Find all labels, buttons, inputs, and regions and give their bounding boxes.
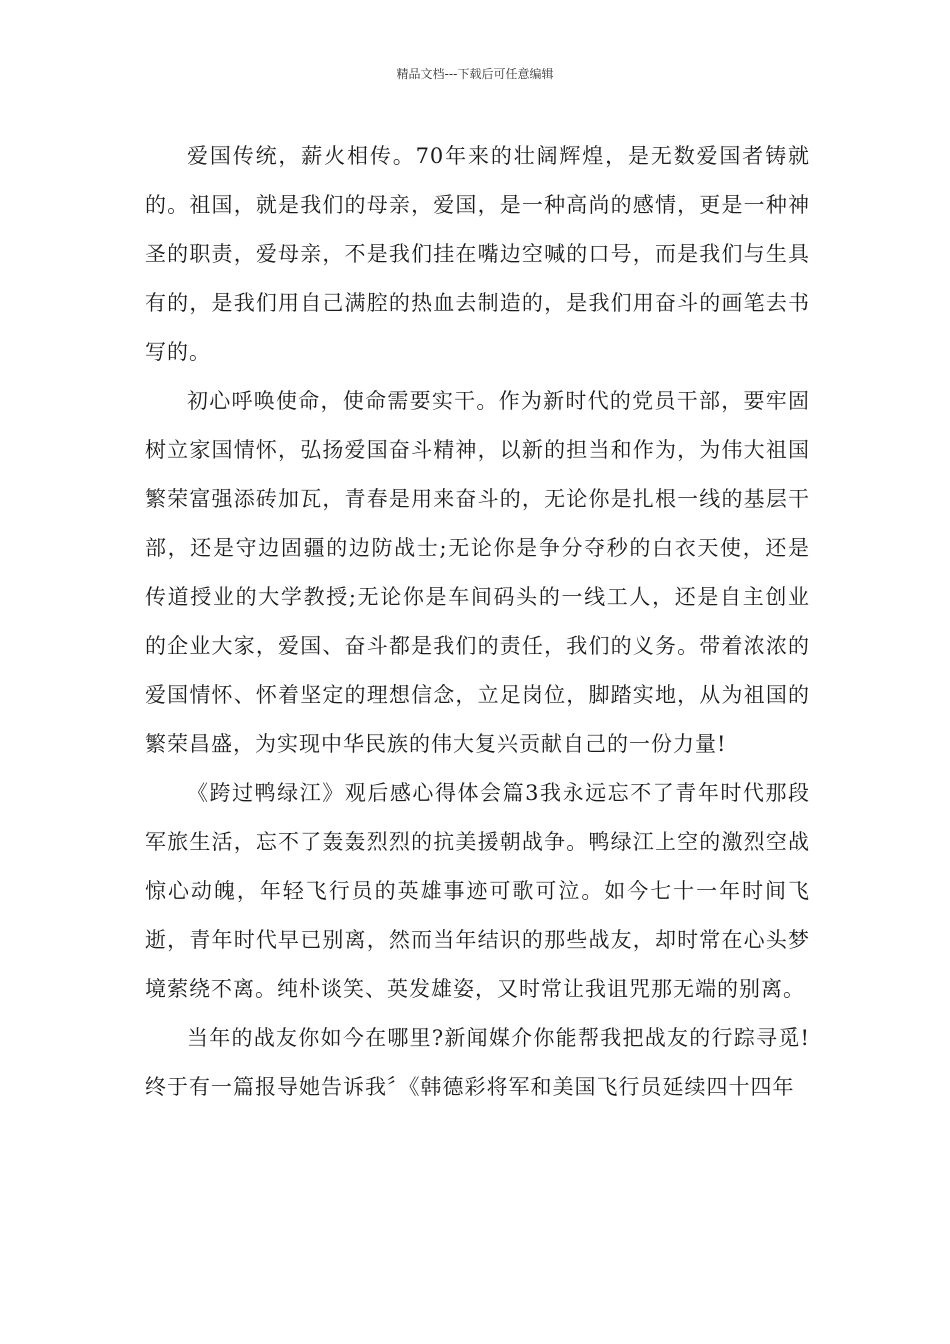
paragraph-1: 爱国传统，薪火相传。70年来的壮阔辉煌，是无数爱国者铸就的。祖国，就是我们的母亲，爱国，是一种高尚的感情，更是一种神圣的职责，爱母亲，不是我们挂在嘴边空喊的口号，而是我们与生具有的，是我们用自己满腔的热血去制造的，是我们用奋斗的画笔去书写的。 xyxy=(145,144,810,364)
paragraph-4: 当年的战友你如今在哪里?新闻媒介你能帮我把战友的行踪寻觅!终于有一篇报导她告诉我〞《韩德彩将军和美国飞行员延续四十四年 xyxy=(145,1026,810,1099)
document-body xyxy=(145,132,810,1112)
page-header: 精品文档---下载后可任意编辑 xyxy=(396,67,554,81)
paragraph-3: 《跨过鸭绿江》观后感心得体会篇3我永远忘不了青年时代那段军旅生活，忘不了轰轰烈烈的抗美援朝战争。鸭绿江上空的激烈空战惊心动魄，年轻飞行员的英雄事迹可歌可泣。如今七十一年时间飞逝，青年时代早已别离，然而当年结识的那些战友，却时常在心头梦境萦绕不离。纯朴谈笑、英发雄姿，又时常让我诅咒那无端的别离。 xyxy=(145,781,810,1001)
paragraph-2: 初心呼唤使命，使命需要实干。作为新时代的党员干部，要牢固树立家国情怀，弘扬爱国奋斗精神，以新的担当和作为，为伟大祖国繁荣富强添砖加瓦，青春是用来奋斗的，无论你是扎根一线的基层干部，还是守边固疆的边防战士;无论你是争分夺秒的白衣天使，还是传道授业的大学教授;无论你是车间码头的一线工人，还是自主创业的企业大家，爱国、奋斗都是我们的责任，我们的义务。带着浓浓的爱国情怀、怀着坚定的理想信念，立足岗位，脚踏实地，从为祖国的繁荣昌盛，为实现中华民族的伟大复兴贡献自己的一份力量! xyxy=(145,389,810,756)
